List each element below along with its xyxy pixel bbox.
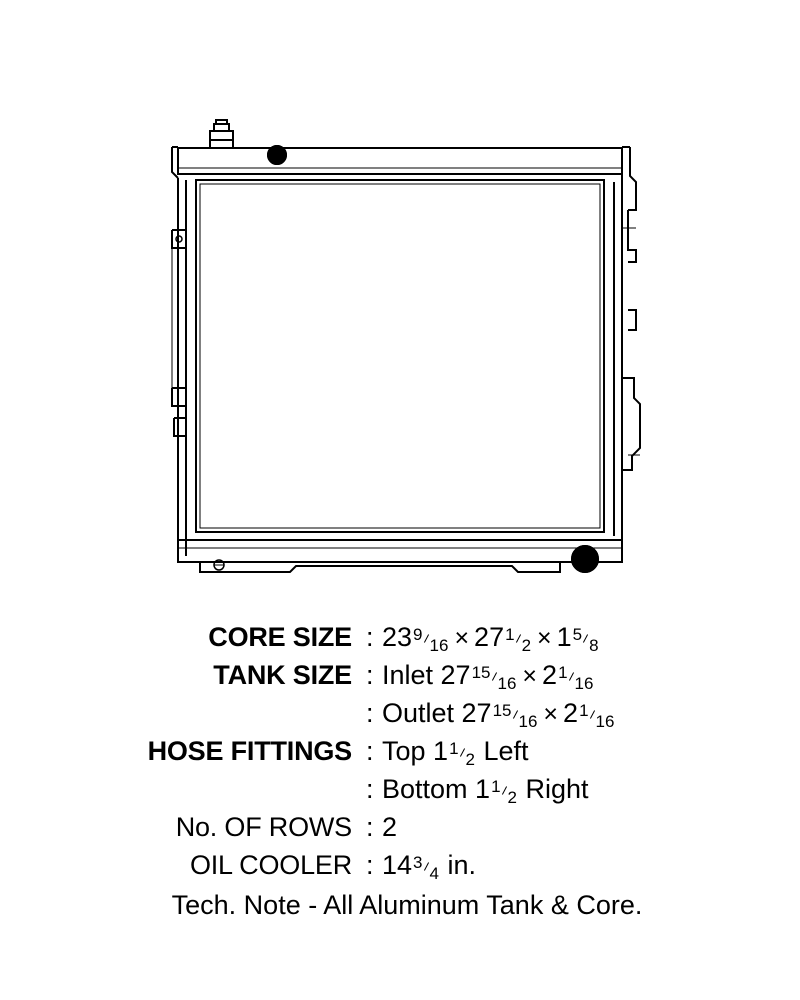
fraction-bar xyxy=(491,672,496,680)
outlet-hose-neck xyxy=(572,546,598,572)
fraction-denominator: 16 xyxy=(429,636,449,655)
multiply-symbol: × xyxy=(522,662,538,690)
inlet-hose-neck xyxy=(268,146,286,164)
fraction-bar xyxy=(568,672,573,680)
spec-row xyxy=(0,660,800,698)
fraction-denominator: 2 xyxy=(521,636,532,655)
spec-label: OIL COOLER xyxy=(189,850,352,880)
spec-colon: : xyxy=(366,660,374,690)
fraction-denominator: 16 xyxy=(518,712,538,731)
fraction xyxy=(413,624,449,655)
fraction-numerator: 1 xyxy=(491,777,501,796)
spec-value-text: 2 xyxy=(382,812,398,842)
fraction-bar xyxy=(501,786,506,794)
fraction-bar xyxy=(512,710,517,718)
spec-value xyxy=(366,774,589,805)
spec-value xyxy=(366,736,529,767)
spec-value-text: Right xyxy=(518,774,589,804)
specification-table xyxy=(0,622,800,888)
spec-value-text: 2 xyxy=(542,660,558,690)
spec-row xyxy=(0,812,800,850)
fraction-bar xyxy=(423,634,428,642)
spec-label: HOSE FITTINGS xyxy=(147,736,352,766)
spec-value-text: 23 xyxy=(382,622,413,652)
spec-label: CORE SIZE xyxy=(208,622,352,652)
multiply-symbol: × xyxy=(454,624,470,652)
fraction-numerator: 9 xyxy=(413,625,423,644)
spec-row xyxy=(0,698,800,736)
fraction-bar xyxy=(583,634,588,642)
fraction xyxy=(572,624,599,655)
fraction-denominator: 4 xyxy=(429,864,439,883)
fraction-denominator: 2 xyxy=(507,788,517,807)
right-side-channel xyxy=(604,174,640,540)
multiply-symbol: × xyxy=(543,700,559,728)
spec-colon: : xyxy=(366,774,374,804)
spec-colon: : xyxy=(366,850,374,880)
spec-label: No. OF ROWS xyxy=(175,812,352,842)
spec-value-text: Left xyxy=(476,736,529,766)
fraction xyxy=(471,662,517,693)
spec-value xyxy=(366,698,615,729)
fraction-denominator: 16 xyxy=(574,674,594,693)
fraction xyxy=(449,738,475,769)
fraction xyxy=(505,624,532,655)
fraction-numerator: 15 xyxy=(471,663,491,682)
spec-row xyxy=(0,850,800,888)
spec-value xyxy=(366,812,397,843)
multiply-symbol: × xyxy=(537,624,552,652)
spec-colon: : xyxy=(366,736,374,766)
radiator-core xyxy=(196,180,604,532)
filler-neck xyxy=(210,120,233,148)
fraction-bar xyxy=(459,748,464,756)
top-tank xyxy=(172,147,636,210)
spec-row xyxy=(0,622,800,660)
spec-row xyxy=(0,736,800,774)
spec-value-text: Inlet 27 xyxy=(382,660,471,690)
fraction-numerator: 1 xyxy=(558,663,568,682)
spec-colon: : xyxy=(366,698,374,728)
spec-value-text: 1 xyxy=(556,622,572,652)
fraction xyxy=(491,776,517,807)
left-side-channel xyxy=(172,178,196,560)
fraction-bar xyxy=(589,710,594,718)
fraction xyxy=(413,852,439,883)
spec-label: TANK SIZE xyxy=(213,660,352,690)
spec-value-text: 2 xyxy=(563,698,579,728)
bottom-tank xyxy=(178,540,622,572)
fraction-numerator: 15 xyxy=(492,701,512,720)
fraction-denominator: 16 xyxy=(497,674,517,693)
spec-colon: : xyxy=(366,812,374,842)
spec-value xyxy=(366,622,600,653)
fraction xyxy=(558,662,594,693)
spec-value xyxy=(366,850,476,881)
fraction-denominator: 8 xyxy=(589,636,599,655)
fraction-numerator: 1 xyxy=(449,739,459,758)
fraction-numerator: 1 xyxy=(505,625,515,644)
fraction-numerator: 3 xyxy=(413,853,423,872)
spec-colon: : xyxy=(366,622,374,652)
fraction-denominator: 16 xyxy=(595,712,615,731)
fraction-numerator: 5 xyxy=(572,625,583,644)
fraction xyxy=(579,700,615,731)
tech-note: Tech. Note - All Aluminum Tank & Core. xyxy=(171,890,643,920)
fraction-denominator: 2 xyxy=(465,750,475,769)
spec-value-text: Bottom 1 xyxy=(382,774,491,804)
spec-value-text: Top 1 xyxy=(382,736,449,766)
spec-value-text: in. xyxy=(439,850,477,880)
fraction xyxy=(492,700,538,731)
spec-value-text: 27 xyxy=(474,622,505,652)
fraction-bar xyxy=(423,862,428,870)
fraction-bar xyxy=(516,634,521,642)
spec-value-text: 14 xyxy=(382,850,413,880)
spec-value-text: Outlet 27 xyxy=(382,698,492,728)
fraction-numerator: 1 xyxy=(579,701,589,720)
spec-row xyxy=(0,774,800,812)
spec-value xyxy=(366,660,594,691)
